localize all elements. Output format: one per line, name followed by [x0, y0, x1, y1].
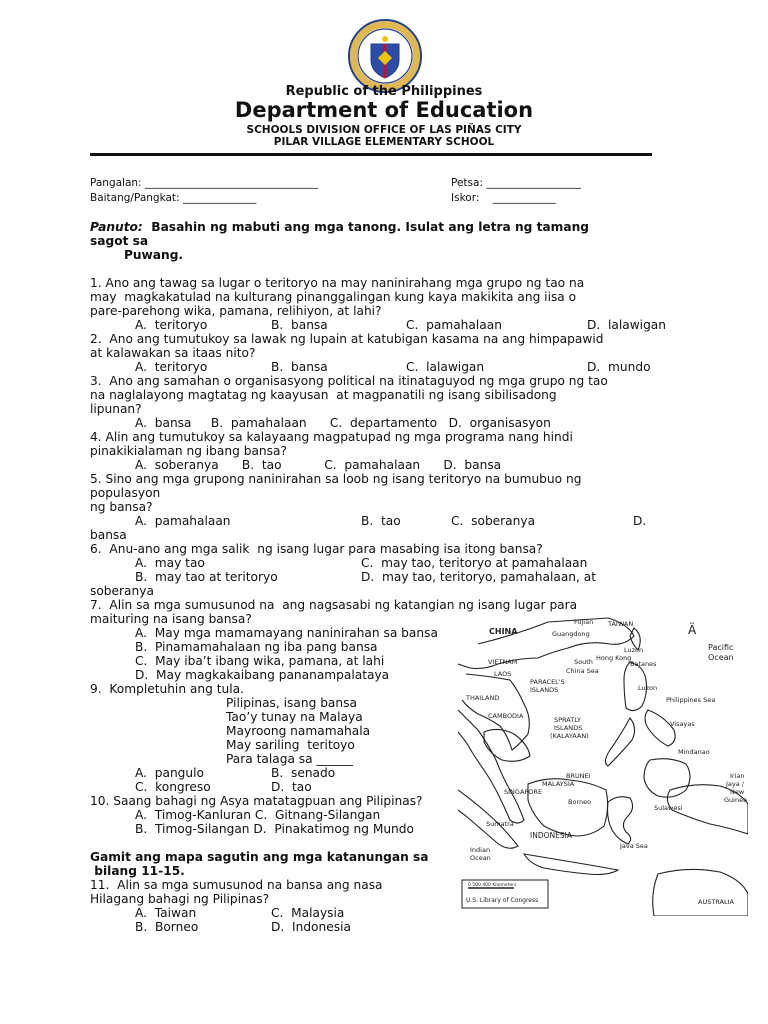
q1-line-3: pare-parehong wika, pamana, relihiyon, at lahi? — [90, 304, 382, 318]
map-credit: U.S. Library of Congress — [466, 897, 539, 904]
map-label-malaysia: MALAYSIA — [542, 780, 575, 788]
q2-option-a: A. teritoryo — [135, 360, 208, 374]
q5-option-b: B. tao — [361, 514, 401, 528]
q10-options-1: A. Timog-Kanluran C. Gitnang-Silangan — [135, 808, 381, 822]
map-label-paracels: PARACEL'S — [530, 678, 565, 686]
map-label-brunei: BRUNEI — [566, 772, 591, 780]
map-label-java-sea: Java Sea — [620, 842, 648, 850]
map-north-arrow: Ä — [688, 623, 697, 637]
q6-option-b: B. may tao at teritoryo — [135, 570, 278, 584]
q11-line-2: Hilagang bahagi ng Pilipinas? — [90, 892, 270, 906]
q3-options: A. bansa B. pamahalaan C. departamento D. organisasyon — [135, 416, 551, 430]
map-label-south-china-sea-2: China Sea — [566, 667, 599, 675]
map-label-spratly-2: ISLANDS — [554, 724, 583, 732]
southeast-asia-map — [458, 614, 748, 916]
map-label-spratly: SPRATLY — [554, 716, 581, 724]
q6-line-1: 6. Anu-ano ang mga salik ng isang lugar para masabing isa itong bansa? — [90, 542, 543, 556]
map-label-thailand: THAILAND — [466, 694, 500, 702]
panuto-text: Basahin ng mabuti ang mga tanong. Isulat ang letra ng tamang — [142, 220, 589, 234]
map-label-paracels-2: ISLANDS — [530, 686, 559, 694]
q7-option-a: A. May mga mamamayang naninirahan sa bansa — [135, 626, 438, 640]
deped-seal-logo — [347, 18, 423, 94]
q10-options-2: B. Timog-Silangan D. Pinakatimog ng Mundo — [135, 822, 414, 836]
q1-option-a: A. teritoryo — [135, 318, 208, 332]
map-label-irian-jaya-2: Jaya / — [726, 780, 744, 788]
map-label-indian-ocean-2: Ocean — [470, 854, 491, 862]
q4-line-1: 4. Alin ang tumutukoy sa kalayaang magpatupad ng mga programa nang hindi — [90, 430, 573, 444]
q5-option-a: A. pamahalaan — [135, 514, 231, 528]
map-label-borneo: Borneo — [568, 798, 592, 806]
map-label-luzon: Luzon — [638, 684, 658, 692]
poem-line-5: Para talaga sa ______ — [226, 752, 354, 766]
map-label-philippine-sea: Philippines Sea — [666, 696, 716, 704]
map-scale: 0 500 400 Kilometers — [468, 883, 517, 888]
q5-line-1: 5. Sino ang mga grupong naninirahan sa loob ng isang teritoryo na bumubuo ng — [90, 472, 582, 486]
panuto-line-1 — [90, 220, 589, 234]
republic-title: Republic of the Philippines — [285, 84, 483, 99]
division-title: SCHOOLS DIVISION OFFICE OF LAS PIÑAS CITY — [246, 124, 522, 136]
map-label-cambodia: CAMBODIA — [488, 712, 524, 720]
map-label-hong-kong: Hong Kong — [596, 654, 632, 662]
pangalan-field[interactable]: Pangalan: _________________________________ — [90, 177, 319, 189]
map-label-vietnam: VIETNAM — [488, 658, 518, 666]
panuto-label: Panuto: — [90, 220, 143, 234]
q3-line-3: lipunan? — [90, 402, 142, 416]
iskor-field[interactable]: Iskor: ____________ — [451, 192, 556, 204]
q11-line-1: 11. Alin sa mga sumusunod na bansa ang nasa — [90, 878, 383, 892]
baitang-field[interactable]: Baitang/Pangkat: ______________ — [90, 192, 257, 204]
q1-line-2: may magkakatulad na kulturang pinanggalingan kung kaya makikita ang iisa o — [90, 290, 577, 304]
map-label-sumatra: Sumatra — [486, 820, 514, 828]
map-label-indonesia: INDONESIA — [530, 831, 572, 840]
q11-option-b: B. Borneo — [135, 920, 199, 934]
panuto-line-2: sagot sa — [90, 234, 149, 248]
map-label-batanes: Batanes — [630, 660, 657, 668]
school-title: PILAR VILLAGE ELEMENTARY SCHOOL — [273, 136, 495, 148]
q7-option-c: C. May iba’t ibang wika, pamana, at lahi — [135, 654, 385, 668]
q9-option-d: D. tao — [271, 780, 312, 794]
q1-option-d: D. lalawigan — [587, 318, 666, 332]
q2-line-1: 2. Ano ang tumutukoy sa lawak ng lupain at katubigan kasama na ang himpapawid — [90, 332, 604, 346]
q6-option-a: A. may tao — [135, 556, 205, 570]
header-divider — [90, 153, 652, 156]
q5-line-2: populasyon — [90, 486, 161, 500]
panuto-line-3: Puwang. — [90, 248, 184, 262]
q7-line-1: 7. Alin sa mga sumusunod na ang nagsasabi ng katangian ng isang lugar para — [90, 598, 578, 612]
map-label-laos: LAOS — [494, 670, 512, 678]
map-label-mindanao: Mindanao — [678, 748, 710, 756]
q4-options: A. soberanya B. tao C. pamahalaan D. bansa — [135, 458, 502, 472]
map-label-new-guinea: New — [730, 788, 745, 796]
map-label-fujian: Fujian — [574, 618, 594, 626]
map-label-pacific-ocean: Pacific — [708, 643, 734, 652]
q1-line-1: 1. Ano ang tawag sa lugar o teritoryo na may naninirahang mga grupo ng tao na — [90, 276, 585, 290]
map-label-singapore: SINGAPORE — [504, 788, 543, 796]
q2-option-b: B. bansa — [271, 360, 328, 374]
map-label-guangdong: Guangdong — [552, 630, 590, 638]
map-label-sulawesi: Sulawesi — [654, 804, 683, 812]
q1-option-c: C. pamahalaan — [406, 318, 502, 332]
q5-option-d: D. — [633, 514, 647, 528]
q9-option-c: C. kongreso — [135, 780, 211, 794]
map-label-pacific-ocean-2: Ocean — [708, 653, 734, 662]
q6-option-c: C. may tao, teritoryo at pamahalaan — [361, 556, 588, 570]
q2-line-2: at kalawakan sa itaas nito? — [90, 346, 256, 360]
q2-option-d: D. mundo — [587, 360, 651, 374]
petsa-field[interactable]: Petsa: __________________ — [451, 177, 581, 189]
q1-option-b: B. bansa — [271, 318, 328, 332]
q9-option-b: B. senado — [271, 766, 336, 780]
q9-option-a: A. pangulo — [135, 766, 204, 780]
q3-line-2: na naglalayong magtatag ng kaayusan at magpanatili ng isang sibilisadong — [90, 388, 557, 402]
q6-line-2: soberanya — [90, 584, 154, 598]
q6-option-d: D. may tao, teritoryo, pamahalaan, at — [361, 570, 597, 584]
poem-line-2: Tao’y tunay na Malaya — [226, 710, 363, 724]
poem-line-3: Mayroong namamahala — [226, 724, 371, 738]
map-label-indian-ocean: Indian — [470, 846, 491, 854]
map-label-irian-jaya: Irian — [730, 772, 745, 780]
q5-option-c: C. soberanya — [451, 514, 536, 528]
q11-option-c: C. Malaysia — [271, 906, 345, 920]
q3-line-1: 3. Ano ang samahan o organisasyong political na itinataguyod ng mga grupo ng tao — [90, 374, 608, 388]
map-label-australia: AUSTRALIA — [698, 898, 734, 906]
poem-line-1: Pilipinas, isang bansa — [226, 696, 357, 710]
q9-line-1: 9. Kompletuhin ang tula. — [90, 682, 244, 696]
q7-line-2: maituring na isang bansa? — [90, 612, 252, 626]
q11-option-a: A. Taiwan — [135, 906, 197, 920]
q7-option-b: B. Pinamamahalaan ng iba pang bansa — [135, 640, 378, 654]
map-label-kalayaan: (KALAYAAN) — [550, 732, 589, 740]
map-label-china: CHINA — [489, 627, 518, 636]
q4-line-2: pinakikialaman ng ibang bansa? — [90, 444, 287, 458]
map-label-taiwan: TAIWAN — [608, 620, 634, 628]
map-label-new-guinea-2: Guinea — [724, 796, 748, 804]
q5-line-3: ng bansa? — [90, 500, 153, 514]
map-label-luzon-strait: Luzon — [624, 646, 644, 654]
map-label-south-china-sea: South — [574, 658, 593, 666]
poem-line-4: May sariling teritoyo — [226, 738, 355, 752]
map-instruction-line-2: bilang 11-15. — [90, 864, 185, 878]
map-instruction-line-1: Gamit ang mapa sagutin ang mga katanungan sa — [90, 850, 429, 864]
map-label-visayas: Visayas — [670, 720, 695, 728]
q5-line-4: bansa — [90, 528, 127, 542]
q11-option-d: D. Indonesia — [271, 920, 351, 934]
q2-option-c: C. lalawigan — [406, 360, 485, 374]
q7-option-d: D. May magkakaibang pananampalataya — [135, 668, 390, 682]
q10-line-1: 10. Saang bahagi ng Asya matatagpuan ang Pilipinas? — [90, 794, 423, 808]
department-title: Department of Education — [234, 98, 534, 122]
